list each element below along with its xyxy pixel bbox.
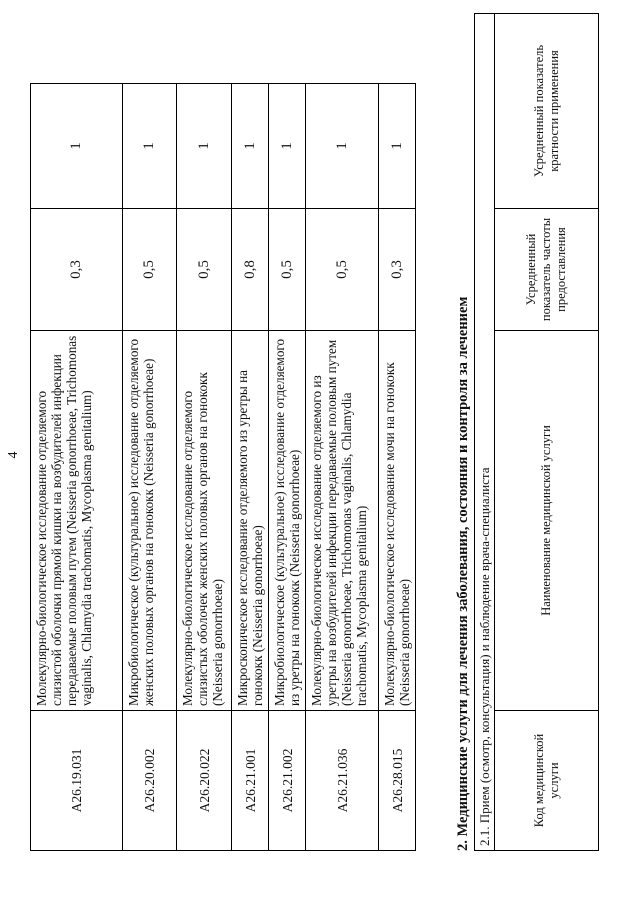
service-name: Микробиологическое (культуральное) исследование отделяемого из уретры на гонококк (Neisseria gonorrhoeae) xyxy=(269,331,306,711)
service-name: Молекулярно-биологическое исследование отделяемого из уретры на возбудителей инфекции передаваемые половым путем (Neisseria gonorrhoeae, Trichomonas vaginalis, Chlamydia trachomatis, Mycoplasma genitalium) xyxy=(306,331,379,711)
multiplicity-value: 1 xyxy=(232,84,269,209)
table-row xyxy=(306,84,379,851)
service-name: Молекулярно-биологическое исследование мочи на гонококк (Neisseria gonorrhoeae) xyxy=(379,331,416,711)
service-name: Микробиологическое (культуральное) исследование отделяемого женских половых органов на гонококк (Neisseria gonorrhoeae) xyxy=(123,331,177,711)
frequency-value: 0,5 xyxy=(123,209,177,331)
table-row xyxy=(269,84,306,851)
page-number: 4 xyxy=(6,451,21,459)
table-row xyxy=(379,84,416,851)
multiplicity-value: 1 xyxy=(31,84,123,209)
frequency-value: 0,8 xyxy=(232,209,269,331)
column-header-name: Наименование медицинской услуги xyxy=(495,331,599,711)
table-row xyxy=(177,84,232,851)
frequency-value: 0,5 xyxy=(269,209,306,331)
service-code: A26.19.031 xyxy=(31,711,123,851)
service-name: Молекулярно-биологическое исследование отделяемого слизистой оболочки прямой кишки на возбудителей инфекции передаваемые половым путем (Neisseria gonorrhoeae, Trichomonas vaginalis, Chlamydia trachomatis, Mycoplasma genitalium) xyxy=(31,331,123,711)
service-code: A26.28.015 xyxy=(379,711,416,851)
table-row xyxy=(232,84,269,851)
column-header-frequency: Усредненный показатель частоты предоставления xyxy=(495,209,599,331)
service-code: A26.21.001 xyxy=(232,711,269,851)
column-header-multiplicity: Усредненный показатель кратности применения xyxy=(495,13,599,208)
section-2-table xyxy=(474,13,599,851)
table-header-row xyxy=(495,13,599,850)
service-code: A26.21.036 xyxy=(306,711,379,851)
service-code: A26.21.002 xyxy=(269,711,306,851)
multiplicity-value: 1 xyxy=(306,84,379,209)
service-name: Микроскопическое исследование отделяемого из уретры на гонококк (Neisseria gonorrhoeae) xyxy=(232,331,269,711)
service-code: A26.20.022 xyxy=(177,711,232,851)
table-row xyxy=(31,84,123,851)
frequency-value: 0,3 xyxy=(31,209,123,331)
service-name: Молекулярно-биологическое исследование отделяемого слизистых оболочек женских половых органов на гонококк (Neisseria gonorrhoeae) xyxy=(177,331,232,711)
table-row xyxy=(123,84,177,851)
subsection-heading: 2.1. Прием (осмотр, консультация) и наблюдение врача-специалиста xyxy=(475,13,495,850)
service-code: A26.20.002 xyxy=(123,711,177,851)
multiplicity-value: 1 xyxy=(123,84,177,209)
services-table xyxy=(30,83,416,851)
frequency-value: 0,5 xyxy=(177,209,232,331)
multiplicity-value: 1 xyxy=(177,84,232,209)
section-heading: 2. Медицинские услуги для лечения заболевания, состояния и контроля за лечением xyxy=(455,296,471,851)
table-subheading-row xyxy=(475,13,495,850)
multiplicity-value: 1 xyxy=(269,84,306,209)
frequency-value: 0,3 xyxy=(379,209,416,331)
column-header-code: Код медицинской услуги xyxy=(495,711,599,851)
frequency-value: 0,5 xyxy=(306,209,379,331)
multiplicity-value: 1 xyxy=(379,84,416,209)
